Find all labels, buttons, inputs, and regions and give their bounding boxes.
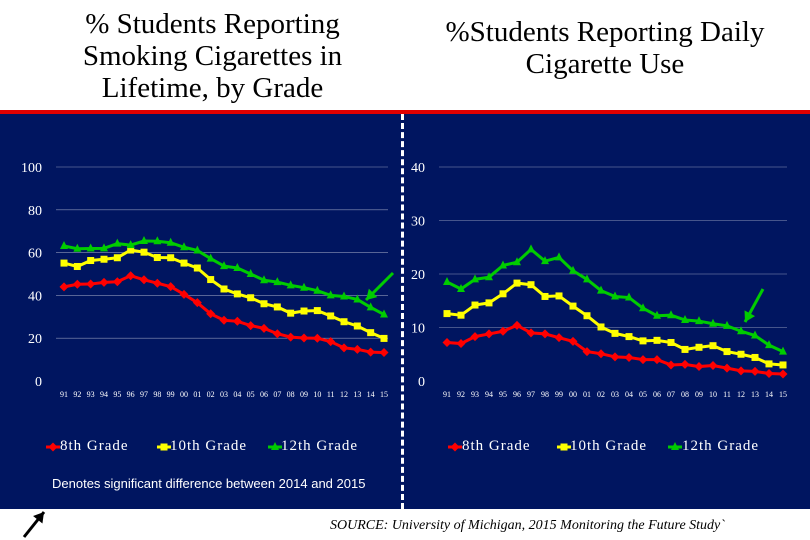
y-tick-label: 30 bbox=[411, 214, 425, 230]
x-tick-label: 99 bbox=[555, 390, 563, 399]
data-point bbox=[653, 355, 662, 364]
data-point bbox=[367, 329, 374, 336]
data-point bbox=[486, 299, 493, 306]
data-point bbox=[100, 278, 109, 287]
x-tick-label: 15 bbox=[380, 390, 388, 399]
data-point bbox=[366, 348, 375, 357]
data-point bbox=[101, 256, 108, 263]
x-tick-label: 04 bbox=[625, 390, 633, 399]
data-point bbox=[194, 265, 201, 272]
data-point bbox=[221, 285, 228, 292]
x-tick-label: 01 bbox=[583, 390, 591, 399]
data-point bbox=[354, 323, 361, 330]
x-tick-label: 93 bbox=[86, 390, 95, 399]
data-point bbox=[286, 333, 295, 342]
x-tick-label: 95 bbox=[499, 390, 507, 399]
x-tick-label: 12 bbox=[340, 390, 348, 399]
x-tick-label: 06 bbox=[260, 390, 268, 399]
data-point bbox=[260, 324, 269, 333]
data-point bbox=[273, 329, 282, 338]
x-tick-label: 01 bbox=[193, 390, 202, 399]
x-tick-label: 08 bbox=[286, 390, 295, 399]
data-point bbox=[74, 263, 81, 270]
x-tick-label: 93 bbox=[471, 390, 479, 399]
x-tick-label: 98 bbox=[153, 390, 162, 399]
data-point bbox=[154, 254, 161, 261]
data-point bbox=[626, 333, 633, 340]
x-tick-label: 97 bbox=[140, 390, 148, 399]
data-point bbox=[667, 360, 676, 369]
x-tick-label: 96 bbox=[513, 390, 521, 399]
x-tick-label: 12 bbox=[737, 390, 745, 399]
data-point bbox=[472, 302, 479, 309]
data-point bbox=[443, 338, 452, 347]
data-point bbox=[458, 312, 465, 319]
x-tick-label: 14 bbox=[366, 390, 375, 399]
x-tick-label: 05 bbox=[246, 390, 255, 399]
data-point bbox=[654, 337, 661, 344]
data-point bbox=[181, 260, 188, 267]
data-point bbox=[528, 281, 535, 288]
right-chart-title: %Students Reporting Daily Cigarette Use bbox=[445, 16, 765, 80]
data-point bbox=[555, 252, 563, 260]
x-tick-label: 13 bbox=[751, 390, 759, 399]
x-tick-label: 09 bbox=[300, 390, 308, 399]
data-point bbox=[752, 354, 759, 361]
data-point bbox=[751, 367, 760, 376]
legend-item-10th: 10th Grade bbox=[170, 438, 248, 454]
data-point bbox=[640, 337, 647, 344]
left-chart-title: % Students Reporting Smoking Cigarettes in Lifetime, by Grade bbox=[82, 8, 343, 104]
x-tick-label: 07 bbox=[667, 390, 675, 399]
data-point bbox=[87, 257, 94, 264]
x-tick-label: 91 bbox=[443, 390, 451, 399]
legend-marker bbox=[161, 444, 168, 451]
data-point bbox=[113, 277, 122, 286]
data-point bbox=[738, 351, 745, 358]
x-tick-label: 00 bbox=[180, 390, 188, 399]
data-point bbox=[444, 310, 451, 317]
data-point bbox=[61, 260, 68, 267]
data-point bbox=[287, 310, 294, 317]
data-point bbox=[327, 312, 334, 319]
data-point bbox=[612, 330, 619, 337]
x-tick-label: 95 bbox=[113, 390, 122, 399]
data-point bbox=[86, 280, 95, 289]
x-tick-label: 11 bbox=[326, 390, 335, 399]
data-point bbox=[353, 345, 362, 354]
x-tick-label: 03 bbox=[220, 390, 228, 399]
data-point bbox=[514, 280, 521, 287]
x-tick-label: 05 bbox=[639, 390, 647, 399]
data-point bbox=[681, 360, 690, 369]
data-point bbox=[542, 293, 549, 300]
data-point bbox=[779, 370, 788, 379]
data-point bbox=[167, 254, 174, 261]
x-tick-label: 96 bbox=[126, 390, 135, 399]
y-tick-label: 100 bbox=[21, 161, 42, 176]
x-tick-label: 00 bbox=[569, 390, 577, 399]
x-tick-label: 03 bbox=[611, 390, 619, 399]
data-point bbox=[527, 244, 535, 252]
y-tick-label: 20 bbox=[28, 332, 42, 348]
data-point bbox=[261, 300, 268, 307]
data-point bbox=[207, 276, 214, 283]
legend-item-12th-right: 12th Grade bbox=[682, 438, 760, 454]
data-point bbox=[340, 343, 349, 352]
x-tick-label: 94 bbox=[485, 390, 493, 399]
source-note: SOURCE: University of Michigan, 2015 Monitoring the Future Study` bbox=[330, 518, 725, 533]
y-tick-label: 40 bbox=[28, 289, 42, 305]
data-point bbox=[300, 333, 309, 342]
data-point bbox=[766, 360, 773, 367]
x-tick-label: 92 bbox=[457, 390, 465, 399]
x-tick-label: 99 bbox=[166, 390, 175, 399]
data-point bbox=[709, 361, 718, 370]
data-point bbox=[597, 349, 606, 358]
y-tick-label: 80 bbox=[28, 203, 42, 219]
data-point bbox=[274, 303, 281, 310]
data-point bbox=[696, 344, 703, 351]
data-point bbox=[625, 353, 634, 362]
footnote: Denotes significant difference between 2014 and 2015 bbox=[52, 476, 366, 491]
x-tick-label: 15 bbox=[779, 390, 787, 399]
data-point bbox=[682, 346, 689, 353]
legend-marker bbox=[561, 444, 568, 451]
data-point bbox=[301, 308, 308, 315]
y-tick-label: 60 bbox=[28, 246, 42, 262]
data-point bbox=[668, 339, 675, 346]
legend-item-10th-right: 10th Grade bbox=[570, 438, 648, 454]
legend-item-8th: 8th Grade bbox=[60, 438, 129, 454]
x-tick-label: 02 bbox=[206, 390, 215, 399]
x-tick-label: 02 bbox=[597, 390, 605, 399]
data-point bbox=[499, 327, 508, 336]
x-tick-label: 98 bbox=[541, 390, 549, 399]
legend-item-12th: 12th Grade bbox=[281, 438, 359, 454]
x-tick-label: 06 bbox=[653, 390, 661, 399]
data-point bbox=[695, 362, 704, 371]
data-point bbox=[710, 342, 717, 349]
data-point bbox=[234, 290, 241, 297]
data-point bbox=[314, 307, 321, 314]
data-point bbox=[341, 318, 348, 325]
data-point bbox=[556, 292, 563, 299]
data-point bbox=[723, 364, 732, 373]
x-tick-label: 08 bbox=[681, 390, 689, 399]
x-tick-label: 07 bbox=[273, 390, 282, 399]
data-point bbox=[500, 290, 507, 297]
legend-item-8th-right: 8th Grade bbox=[462, 438, 531, 454]
x-tick-label: 14 bbox=[765, 390, 773, 399]
data-point bbox=[570, 303, 577, 310]
data-point bbox=[246, 321, 255, 330]
y-tick-label: 10 bbox=[411, 321, 425, 337]
data-point bbox=[126, 271, 135, 280]
legend-marker bbox=[451, 443, 460, 452]
x-tick-label: 92 bbox=[73, 390, 82, 399]
data-point bbox=[780, 361, 787, 368]
x-tick-label: 91 bbox=[60, 390, 68, 399]
legend-marker bbox=[49, 443, 58, 452]
data-point bbox=[313, 334, 322, 343]
x-tick-label: 11 bbox=[723, 390, 731, 399]
x-tick-label: 13 bbox=[353, 390, 362, 399]
y-tick-label: 20 bbox=[411, 268, 425, 283]
x-tick-label: 09 bbox=[695, 390, 703, 399]
x-tick-label: 04 bbox=[233, 390, 242, 399]
data-point bbox=[114, 254, 121, 261]
x-tick-label: 97 bbox=[527, 390, 535, 399]
data-point bbox=[153, 279, 162, 288]
data-point bbox=[765, 369, 774, 378]
data-point bbox=[247, 294, 254, 301]
data-point bbox=[485, 329, 494, 338]
x-tick-label: 94 bbox=[100, 390, 108, 399]
x-tick-label: 10 bbox=[313, 390, 322, 399]
data-point bbox=[141, 249, 148, 256]
series-line-12th-grade bbox=[64, 241, 384, 314]
data-point bbox=[555, 333, 564, 342]
data-point bbox=[724, 348, 731, 355]
y-tick-label: 40 bbox=[411, 161, 425, 176]
data-point bbox=[60, 282, 69, 291]
data-point bbox=[233, 317, 242, 326]
data-point bbox=[443, 277, 451, 285]
x-tick-label: 10 bbox=[709, 390, 717, 399]
data-point bbox=[380, 348, 389, 357]
data-point bbox=[73, 280, 82, 289]
data-point bbox=[611, 352, 620, 361]
y-tick-label: 0 bbox=[35, 375, 42, 390]
data-point bbox=[639, 355, 648, 364]
data-point bbox=[140, 275, 149, 284]
y-tick-label: 0 bbox=[418, 375, 425, 390]
data-point bbox=[541, 329, 550, 338]
data-point bbox=[60, 241, 68, 249]
data-point bbox=[584, 312, 591, 319]
data-point bbox=[381, 335, 388, 342]
data-point bbox=[598, 323, 605, 330]
data-point bbox=[737, 366, 746, 375]
